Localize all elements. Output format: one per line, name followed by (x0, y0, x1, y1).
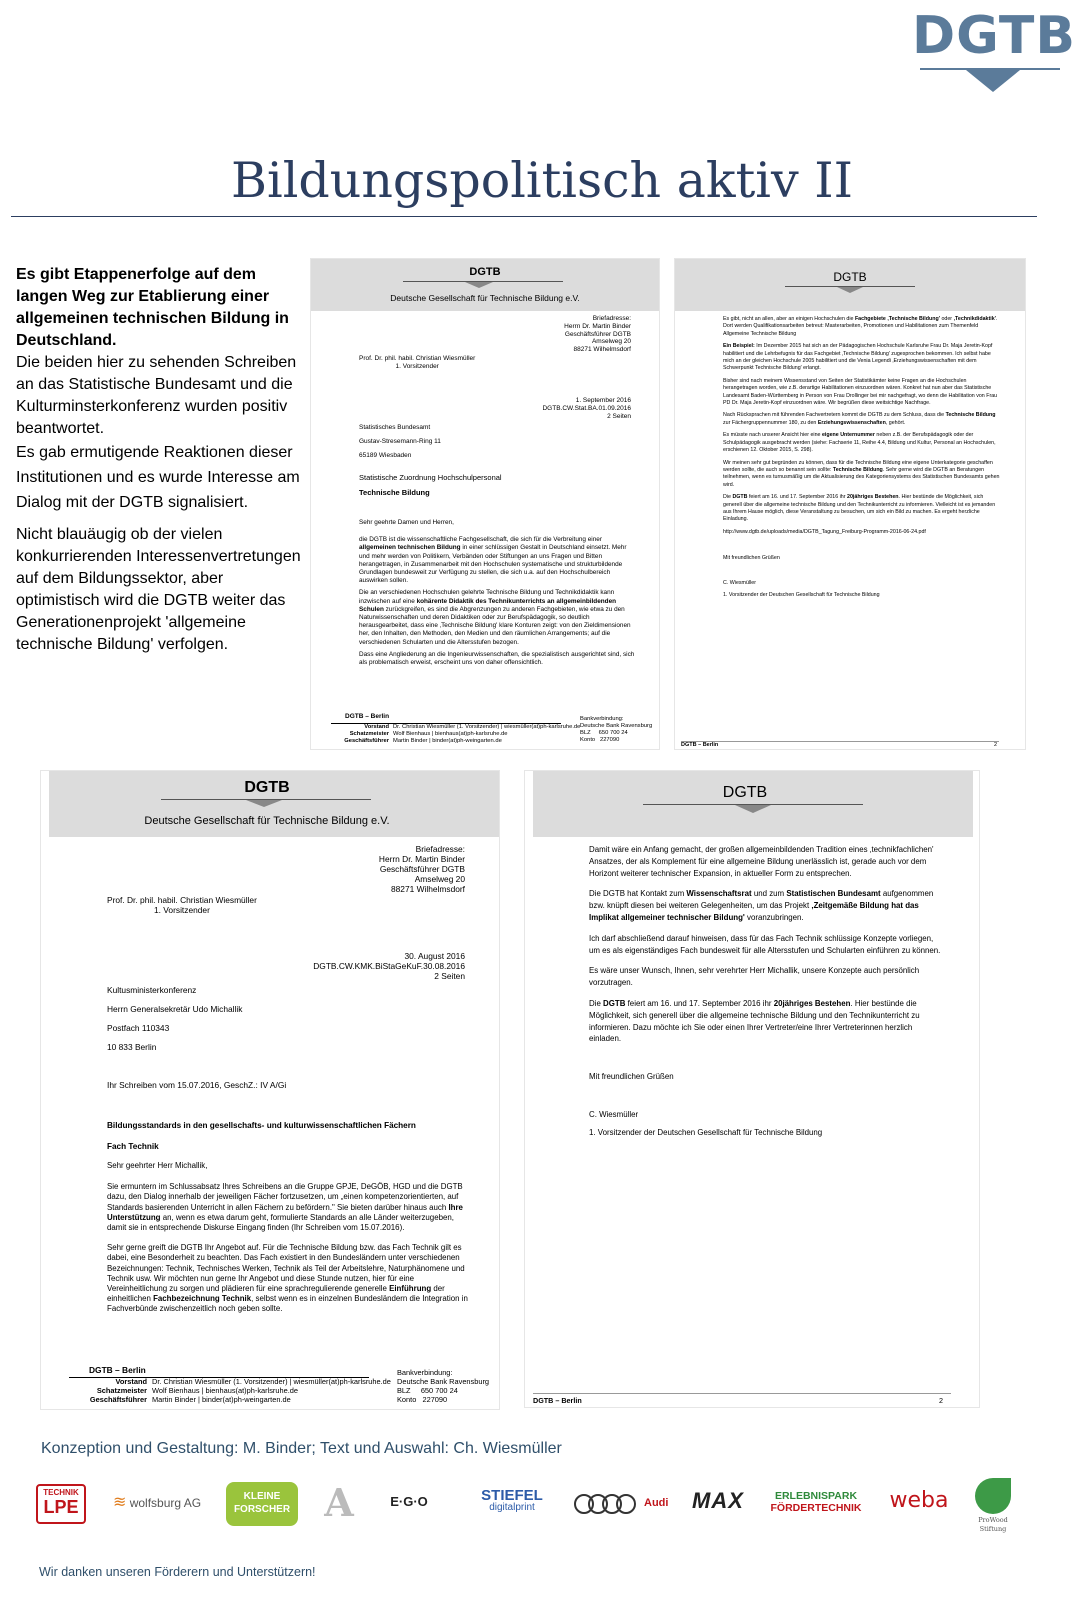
text: . Hier bestünde die Möglichkeit, sich generell über die allgemeine technische Bildung und den Technikunterricht zu informieren. Dazu möchte ich Sie oder einen Ihrer Vertreter/eine Ihrer Vertreterinnen herzlich einladen. (589, 998, 920, 1044)
text: , selbst wenn es in einzelnen Bundesländern die Integration in Fachverbünde zwischenzeitlich noch geben sollte. (107, 1294, 468, 1314)
text-bold: eigene Unternummer (821, 432, 875, 439)
letter-brand: DGTB (244, 779, 290, 796)
footer-rule (533, 1393, 951, 1394)
letter-address (564, 315, 631, 354)
sponsor-stiefel (460, 1487, 564, 1514)
text: und zum (753, 889, 785, 899)
letter-address (379, 844, 465, 894)
letter-brand-triangle-icon (246, 800, 282, 807)
text: die DGTB ist die wissenschaftliche Fachgesellschaft, die sich für die Verbreitung einer (359, 536, 602, 544)
text: . Hier bestünde die Möglichkeit, sich generell über die allgemeine technische Bildung und den Technikunterricht zu informieren. Vielleicht ist es jemanden aus Ihrem Hause möglich, diese Veranstaltung zu besuchen, um sich ein Bild zu machen. Es ergeht herzliche Einladung. (723, 494, 996, 523)
body-para: Ich darf abschließend darauf hinweisen, dass für das Fach Technik schlüssige Konzepte vorliegen, um es als eigenständiges Fach bundesweit für alle Altersstufen und Schularten einführen zu können. (589, 933, 941, 955)
letter-body (723, 316, 1001, 603)
bank-line: Konto 227090 (580, 737, 620, 743)
text: zurückgreifen, es sind die Abgrenzungen zu anderen Fachgebieten, wie etwa zu den Naturwissenschaften und deren Didaktiken oder zur Berufspädagogik, so deutlich herausgearbeitet, dass eine ‚Technische Bildung' klare Konturen zeigt: von den Zieldimensionen her, den Inhalten, den Methoden, den Medien und den räumlichen Arrangements; auf die verschiedenen Schularten und die Altersstufen bezogen. (359, 605, 631, 646)
page-number: 2 (994, 742, 998, 748)
pages-line: 2 Seiten (607, 412, 631, 420)
bank-line: Deutsche Bank Ravensburg (397, 1377, 490, 1386)
text-bold: 20jähriges Bestehen (847, 494, 899, 501)
sponsor-text: FORSCHER (233, 1504, 291, 1515)
signature: C. Wiesmüller (723, 579, 756, 586)
sponsor-audi (574, 1492, 672, 1516)
bank-line: BLZ 650 700 24 (580, 730, 628, 736)
letter-kmk-page-2 (524, 770, 980, 1408)
recipient-line: Herrn Generalsekretär Udo Michallik (107, 1004, 243, 1014)
body-para (359, 589, 635, 646)
body-para: Damit wäre ein Anfang gemacht, der großen allgemeinbildenden Tradition eines ‚technikfachlichen' Ansatzes, der als Komplement für eine allgemeine Bildung unerlässlich ist, gerade auch vor dem Horizont weiterer technischer Expansion, in aktueller Form zu entsprechen. (589, 845, 934, 878)
intro-p3: Nicht blauäugig ob der vielen konkurrierenden Interessenvertretungen auf dem Bildungssektor, aber optimistisch wird die DGTB weiter das Generationenprojekt 'allgemeine technische Bildung' verfolgen. (16, 526, 301, 653)
text: der einheitlichen (107, 1284, 445, 1304)
letter-brand-triangle-icon (837, 287, 863, 293)
text: feiert am 16. und 17. September 2016 ihr (748, 494, 846, 501)
body-para (723, 316, 1001, 338)
letter-org: Deutsche Gesellschaft für Technische Bildung e.V. (144, 815, 390, 827)
footer-label: Schatzmeister (96, 1386, 147, 1395)
recipient-line: 65189 Wiesbaden (359, 452, 412, 459)
text: in einer schlüssigen Gestalt in Deutschland einsetzt. Mehr und mehr werden von Politikern, Verbänden oder Stiftungen an uns Fragen und Bitten herangetragen, in Zusammenarbeit mit den Hochschulen systematische und strukturbildende Grundlagen bundesweit zur Verfügung zu stellen, die sich u.a. auf den Hochschulbereich auswirken sollen. (359, 544, 627, 585)
footer-rule (681, 741, 999, 742)
text: Es gibt, nicht an allen, aber an einigen Hochschulen die (723, 316, 854, 322)
footer-bank (397, 1368, 489, 1404)
bank-line: Konto 227090 (397, 1395, 448, 1404)
letter-brand: DGTB (833, 270, 867, 284)
pages-line: 2 Seiten (434, 971, 465, 981)
addr-line: Amselweg 20 (414, 874, 465, 884)
footer-value: Dr. Christian Wiesmüller (1. Vorsitzender) | wiesmüller(at)ph-karlsruhe.de (152, 1377, 391, 1386)
body-para (589, 888, 941, 923)
body-para (107, 1182, 475, 1233)
addr-line: Geschäftsführer DGTB (564, 330, 631, 338)
sponsor-text: ERLEBNISPARK (774, 1490, 858, 1502)
sponsor-text: FÖRDERTECHNIK (770, 1502, 862, 1514)
addr-line: 88271 Wilhelmsdorf (390, 884, 465, 894)
text-bold: Fachgebiete ‚Technische Bildung' (854, 316, 940, 322)
letter-subject: Bildungsstandards in den gesellschafts- und kulturwissenschaftlichen Fächern (107, 1121, 416, 1130)
letter-sender (359, 355, 475, 371)
page-number: 2 (939, 1396, 943, 1405)
text-bold: Technische Bildung (945, 412, 996, 419)
footer-value: Martin Binder | binder(at)ph-weingarten.de (152, 1395, 291, 1404)
footer-label: Schatzmeister (349, 731, 389, 737)
addr-line: Herrn Dr. Martin Binder (564, 322, 631, 330)
closing: Mit freundlichen Grüßen (589, 1072, 674, 1082)
letter-body (589, 844, 941, 1143)
credit-line: Konzeption und Gestaltung: M. Binder; Text und Auswahl: Ch. Wiesmüller (41, 1440, 562, 1457)
text: Sehr gerne greift die DGTB Ihr Angebot auf. Für die Technische Bildung bzw. das Fach Technik gilt es dabei, eine Besonderheit zu beachten. Das Fach existiert in den Bundesländern unter verschiedenen Bezeichnungen: Technik, Technisches Werken, Technik als Teil der Arbeitslehre, Naturphänomene und Technik usw. Wir möchten nun gerne Ihr Angebot und diese Stunde nutzen, hier für eine Vereinheitlichung zu sorgen und plädieren für eine sprachregulierende generelle (107, 1243, 465, 1294)
body-para: Bisher sind nach meinem Wissensstand von Seiten der Statistikämter keine Fragen an die Hochschulen herangetragen worden, wie z.B. derartige Habilitationen einzuordnen wären. Konkret hat nun aber das Statistische Landesamt Baden-Württemberg in Person von Frau Drollinger bei mir nachgefragt, wo denn die Habilitation von Frau PD Dr. Maja Jeretin-Kopf einzuordnen wäre. Wir begrüßen diese weitsichtige Nachfrage. (723, 377, 998, 407)
event-link[interactable]: http://www.dgtb.de/uploads/media/DGTB_Tagung_Freiburg-Programm-2016-06-24.pdf (723, 528, 926, 535)
text: neben z.B. der Berufspädagogik oder der Schulpädagogik ausgebracht werden (siehe: Fachserie 11, Reihe 4.4, Bildung und Kultur, Personal an Hochschulen, erschienen 12. Oktober 2015, S. 298). (723, 432, 996, 454)
letter-brand-triangle-icon (735, 805, 771, 813)
letter-brand-triangle-icon (465, 282, 493, 288)
letter-date (542, 397, 631, 420)
intro-p1: Die beiden hier zu sehenden Schreiben an das Statistische Bundesamt und die Kulturminsterkonferenz wurden positiv beantwortet. (16, 354, 297, 437)
ref-line: DGTB.CW.Stat.BA.01.09.2016 (542, 404, 631, 412)
footer-head: DGTB – Berlin (89, 1365, 146, 1375)
text-bold: Fachbezeichnung Technik (153, 1294, 252, 1304)
body-para (723, 432, 1001, 454)
sponsor-technik-lpe (36, 1484, 86, 1524)
bank-line: Bankverbindung: (397, 1368, 453, 1377)
footer-head: DGTB – Berlin (345, 713, 390, 720)
text: Die an verschiedenen Hochschulen gelehrte Technische Bildung und Technikdidaktik kann inzwischen auf eine (359, 589, 615, 605)
greeting: Sehr geehrte Damen und Herren, (359, 519, 454, 526)
signature-role: 1. Vorsitzender der Deutschen Gesellschaft für Technische Bildung (723, 591, 880, 598)
addr-line: Briefadresse: (592, 315, 631, 322)
sponsor-max: MAX (692, 1488, 744, 1513)
sender-role: 1. Vorsitzender (154, 905, 210, 915)
recipient-line: Postfach 110343 (107, 1023, 170, 1033)
letter-sender (107, 895, 257, 915)
intro-lead: Es gibt Etappenerfolge auf dem langen Weg zur Etablierung einer allgemeinen technischen Bildung in Deutschland. (16, 266, 289, 349)
letter-header-band (675, 259, 1025, 311)
letter-brand: DGTB (722, 784, 768, 801)
sponsor-wolfsburg (104, 1492, 210, 1512)
footer-label: Vorstand (364, 724, 389, 730)
footer-label: Geschäftsführer (89, 1395, 147, 1404)
text-bold: ‚Technikdidaktik' (953, 316, 996, 322)
footer-value: Dr. Christian Wiesmüller (1. Vorsitzender) | wiesmüller(at)ph-karlsruhe.de (393, 724, 581, 730)
sponsor-ego: E·G·O (390, 1494, 428, 1509)
sponsor-erlebnispark (764, 1490, 868, 1514)
addr-line: 88271 Wilhelmsdorf (573, 346, 631, 354)
ref-line: DGTB.CW.KMK.BiStaGeKuF.30.08.2016 (313, 961, 465, 971)
text-bold: Technische Bildung (832, 466, 883, 473)
footer-bank (580, 716, 652, 744)
sponsor-text: wolfsburg AG (129, 1496, 202, 1510)
letter-body (359, 519, 635, 671)
date-line: 1. September 2016 (575, 397, 631, 404)
title-divider (11, 216, 1037, 217)
wolfsburg-swirl-icon: ≋ (112, 1494, 127, 1511)
text-bold: Ihre Unterstützung (107, 1202, 463, 1222)
letter-org: Deutsche Gesellschaft für Technische Bildung e.V. (390, 293, 580, 303)
text: , gehört. (885, 419, 906, 426)
text-bold: kohärente Didaktik des Technikunterrichts an allgemeinbildenden Schulen (359, 597, 617, 613)
sponsor-text: digitalprint (489, 1502, 535, 1513)
signature: C. Wiesmüller (589, 1109, 639, 1119)
letter-subject: Statistische Zuordnung Hochschulpersonal (359, 473, 502, 482)
bank-line: Bankverbindung: (580, 716, 624, 722)
text: Die DGTB hat Kontakt zum (589, 889, 685, 899)
text: an, wenn es etwa darum geht, formulierte Standards an alle Länder weiterzugeben, damit sie in entsprechende Diskurse Eingang finden (Ihr Schreiben vom 15.07.2016). (107, 1212, 454, 1233)
text-bold: DGTB (603, 998, 626, 1008)
footer-value: Wolf Bienhaus | bienhaus(at)ph-karlsruhe.de (393, 731, 508, 737)
body-para (723, 412, 1001, 427)
text: Nach Rücksprachen mit führenden Fachvertretern kommt die DGTB zu dem Schluss, dass die (723, 412, 945, 419)
letter-brand: DGTB (469, 266, 501, 278)
text-bold: DGTB (732, 494, 748, 501)
intro-p2: Es gab ermutigende Reaktionen dieser Institutionen und es wurde Interesse am Dialog mit der DGTB signalisiert. (16, 444, 300, 511)
intro-text (16, 264, 306, 665)
body-para (723, 343, 1001, 373)
audi-ring-icon (616, 1494, 636, 1514)
letter-header-band (533, 771, 973, 837)
letter-header-band (49, 771, 500, 837)
sponsor-prowood (972, 1478, 1014, 1534)
footer-label: Vorstand (115, 1377, 147, 1386)
text-bold: Statistischen Bundesamt (786, 889, 881, 899)
letter-footer: DGTB – Berlin (681, 742, 719, 748)
recipient-line: Kultusministerkonferenz (107, 985, 197, 995)
letter-subject-2: Technische Bildung (359, 488, 430, 497)
letter-footer: DGTB – Berlin (533, 1396, 582, 1405)
thanks-line: Wir danken unseren Förderern und Unterstützern! (39, 1565, 316, 1579)
letter-kmk-page-1 (40, 770, 500, 1410)
text: Wir meinen sehr gut begründen zu können, dass für die Technische Bildung eine eigene Unterkategorie geschaffen werden sollte, die auch so benannt sein sollte: (723, 459, 993, 473)
sponsor-text: KLEINE (243, 1491, 281, 1502)
text: . Dort werden Qualifikationsarbeiten betreut: Masterarbeiten, Promotionen und Habilitationen zum Themenfeld Allgemeine Technische Bildung (723, 316, 998, 337)
sender-name: Prof. Dr. phil. habil. Christian Wiesmüller (107, 895, 257, 905)
addr-line: Geschäftsführer DGTB (379, 864, 465, 874)
bank-line: Deutsche Bank Ravensburg (580, 723, 653, 729)
logo-text: DGTB (912, 6, 1077, 66)
addr-line: Amselweg 20 (591, 338, 631, 346)
dgtb-logo (912, 6, 1077, 88)
page-title: Bildungspolitisch aktiv II (231, 152, 853, 209)
letter-date (313, 951, 465, 981)
date-line: 30. August 2016 (404, 951, 465, 961)
recipient-line: 10 833 Berlin (107, 1042, 157, 1052)
letter-body (107, 1161, 475, 1319)
sponsor-text: Audi (644, 1497, 669, 1509)
text: oder (941, 316, 953, 322)
sender-name: Prof. Dr. phil. habil. Christian Wiesmüller (359, 355, 476, 362)
recipient-line: Statistisches Bundesamt (359, 424, 431, 431)
text: Im Dezember 2015 hat sich an der Pädagogischen Hochschule Karlsruhe Frau Dr. Maja Jeretin-Kopf habilitiert und die Lehrbefugnis für das Fachgebiet ‚Technische Bildung' zugesprochen bekommen. Ich selbst habe mich an der gleichen Hochschule 2005 habilitiert und die Venia Legendi ‚Erziehungswissenschaften mit dem Schwerpunkt Technische Bildung' erlangt. (723, 343, 993, 372)
body-para (107, 1243, 475, 1314)
addr-line: Briefadresse: (415, 844, 465, 854)
sender-role: 1. Vorsitzender (395, 363, 439, 370)
text: Die (723, 494, 731, 501)
logo-triangle-icon (966, 70, 1020, 92)
text-bold: Einführung (389, 1284, 432, 1294)
body-para (723, 494, 1001, 524)
letter-subject-2: Fach Technik (107, 1142, 159, 1151)
text-bold: Ein Beispiel: (723, 343, 755, 350)
body-para: Es wäre unser Wunsch, Ihnen, sehr verehrter Herr Michallik, unsere Konzepte auch persönlich vorzutragen. (589, 966, 920, 988)
letter-reference: Ihr Schreiben vom 15.07.2016, GeschZ.: IV A/Gi (107, 1080, 287, 1090)
body-para: Dass eine Angliederung an die Ingenieurwissenschaften, die spezialistisch ausgerichtet sind, sich als problematisch erweist, erscheint uns von daher offensichtlich. (359, 650, 635, 667)
text: Sie ermuntern im Schlussabsatz Ihres Schreibens an die Gruppe GPJE, DeGÖB, HGD und die DGTB dazu, den Dialog innerhalb der jeweiligen Fächer fortzusetzen, um „einen kompetenzorientierten, auf Standards basierenden Unterricht in allen Fächern zu befördern." Sie bieten darüber hinaus auch (107, 1182, 463, 1212)
sponsor-weba: weba (889, 1488, 949, 1513)
text-bold: allgemeinen technischen Bildung (359, 544, 461, 552)
footer-value: Martin Binder | binder(at)ph-weingarten.de (393, 738, 502, 744)
sponsor-text: TECHNIK (43, 1488, 79, 1497)
addr-line: Herrn Dr. Martin Binder (378, 854, 465, 864)
letter-recipient (107, 981, 242, 1057)
sponsor-kleine-forscher (226, 1482, 298, 1526)
sponsor-arbeitgeber: A (324, 1480, 354, 1525)
text: aufgenommen bzw. knüpft diesen bei weiteren Gelegenheiten, um das Projekt (589, 889, 934, 911)
text: voranzubringen. (747, 912, 804, 922)
sponsor-logos (0, 1478, 1084, 1538)
text-bold: 20jähriges Bestehen (773, 998, 851, 1008)
footer-value: Wolf Bienhaus | bienhaus(at)ph-karlsruhe.de (152, 1386, 298, 1395)
text: . Sehr gerne wird die DGTB an Beratungen teilnehmen, wenn es turnusmäßig um die Aktualisierung des Kategoriensystems des Statistischen Bundesamts gehen wird. (723, 466, 1000, 488)
greeting: Sehr geehrter Herr Michallik, (107, 1161, 208, 1170)
recipient-line: Gustav-Stresemann-Ring 11 (359, 438, 441, 445)
body-para (723, 460, 1001, 490)
text-bold: Erziehungswissenschaften (817, 419, 886, 426)
text-bold: ‚Zeitgemäße Bildung hat das Implikat allgemeiner technischer Bildung' (589, 901, 919, 922)
text: Es müsste nach unserer Ansicht hier eine (723, 432, 821, 439)
text: Die (589, 998, 601, 1008)
prowood-leaf-icon (975, 1478, 1011, 1514)
letter-statistisches-bundesamt-page-2 (674, 258, 1026, 750)
letter-recipient (359, 421, 441, 463)
signature-role: 1. Vorsitzender der Deutschen Gesellschaft für Technische Bildung (589, 1127, 823, 1137)
sponsor-text: Stiftung (979, 1525, 1007, 1533)
footer-label: Geschäftsführer (344, 738, 389, 744)
bank-line: BLZ 650 700 24 (397, 1386, 458, 1395)
text: zur Fächergruppennummer 180, zu den (723, 419, 817, 426)
sponsor-text: ProWood (978, 1516, 1008, 1524)
closing: Mit freundlichen Grüßen (723, 555, 780, 562)
body-para (359, 536, 635, 585)
text-bold: Wissenschaftsrat (686, 889, 752, 899)
letter-statistisches-bundesamt-page-1 (310, 258, 660, 750)
body-para (589, 998, 941, 1045)
letter-header-band (311, 259, 659, 311)
sponsor-text: STIEFEL (481, 1487, 543, 1504)
sponsor-text: LPE (43, 1497, 79, 1517)
text: feiert am 16. und 17. September 2016 ihr (627, 998, 772, 1008)
